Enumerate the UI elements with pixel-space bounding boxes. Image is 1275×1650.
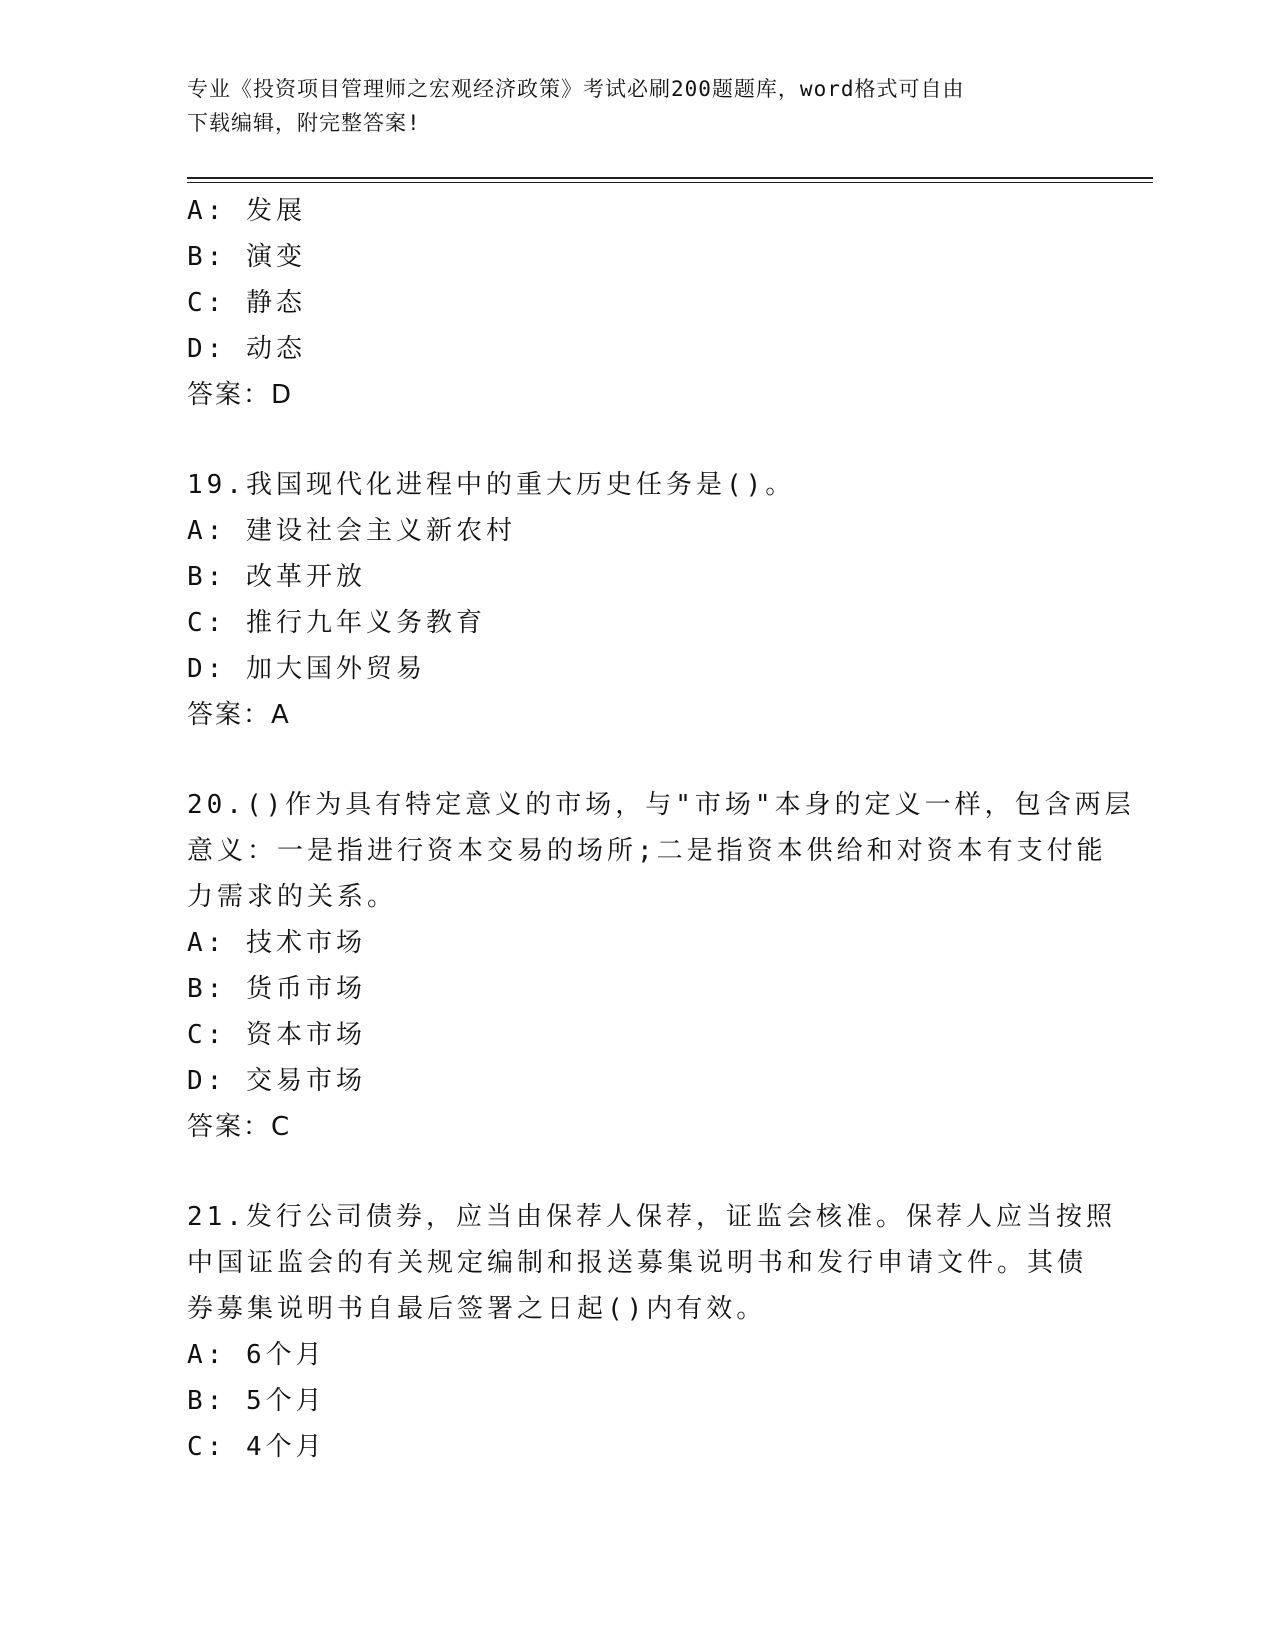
option-b: B: 货币市场 (187, 974, 366, 1004)
option-b: B: 5个月 (187, 1386, 326, 1416)
option-c: C: 推行九年义务教育 (187, 608, 486, 638)
question-stem-line-3: 券募集说明书自最后签署之日起()内有效。 (187, 1294, 767, 1324)
option-c: C: 静态 (187, 288, 306, 318)
question-19 (187, 462, 1087, 738)
header-line-2: 下载编辑，附完整答案! (187, 111, 421, 135)
question-list (187, 188, 1135, 1470)
option-b: B: 演变 (187, 242, 306, 272)
option-a: A: 技术市场 (187, 928, 366, 958)
question-stem-line-2: 意义：一是指进行资本交易的场所;二是指资本供给和对资本有支付能 (187, 836, 1107, 866)
option-d: D: 动态 (187, 334, 306, 364)
answer: 答案：A (187, 700, 291, 730)
document-header (187, 72, 1067, 140)
option-a: A: 6个月 (187, 1340, 326, 1370)
question-stem-line-3: 力需求的关系。 (187, 882, 398, 912)
question-stem-line-1: 21.发行公司债券，应当由保荐人保荐，证监会核准。保荐人应当按照 (187, 1202, 1116, 1232)
answer: 答案：C (187, 1112, 292, 1142)
question-stem-line-1: 20.()作为具有特定意义的市场，与"市场"本身的定义一样，包含两层 (187, 790, 1135, 820)
question-stem-line-2: 中国证监会的有关规定编制和报送募集说明书和发行申请文件。其债 (187, 1248, 1088, 1278)
option-c: C: 资本市场 (187, 1020, 366, 1050)
question-18 (187, 188, 1087, 418)
option-d: D: 加大国外贸易 (187, 654, 426, 684)
header-divider-thin (187, 182, 1153, 183)
option-b: B: 改革开放 (187, 562, 366, 592)
question-stem: 19.我国现代化进程中的重大历史任务是()。 (187, 470, 796, 500)
question-20 (187, 782, 1135, 1150)
option-d: D: 交易市场 (187, 1066, 366, 1096)
option-a: A: 发展 (187, 196, 306, 226)
header-divider (187, 177, 1153, 179)
option-c: C: 4个月 (187, 1432, 326, 1462)
option-a: A: 建设社会主义新农村 (187, 516, 516, 546)
header-line-1: 专业《投资项目管理师之宏观经济政策》考试必刷200题题库，word格式可自由 (187, 77, 965, 101)
answer: 答案：D (187, 380, 294, 410)
question-21 (187, 1194, 1116, 1470)
